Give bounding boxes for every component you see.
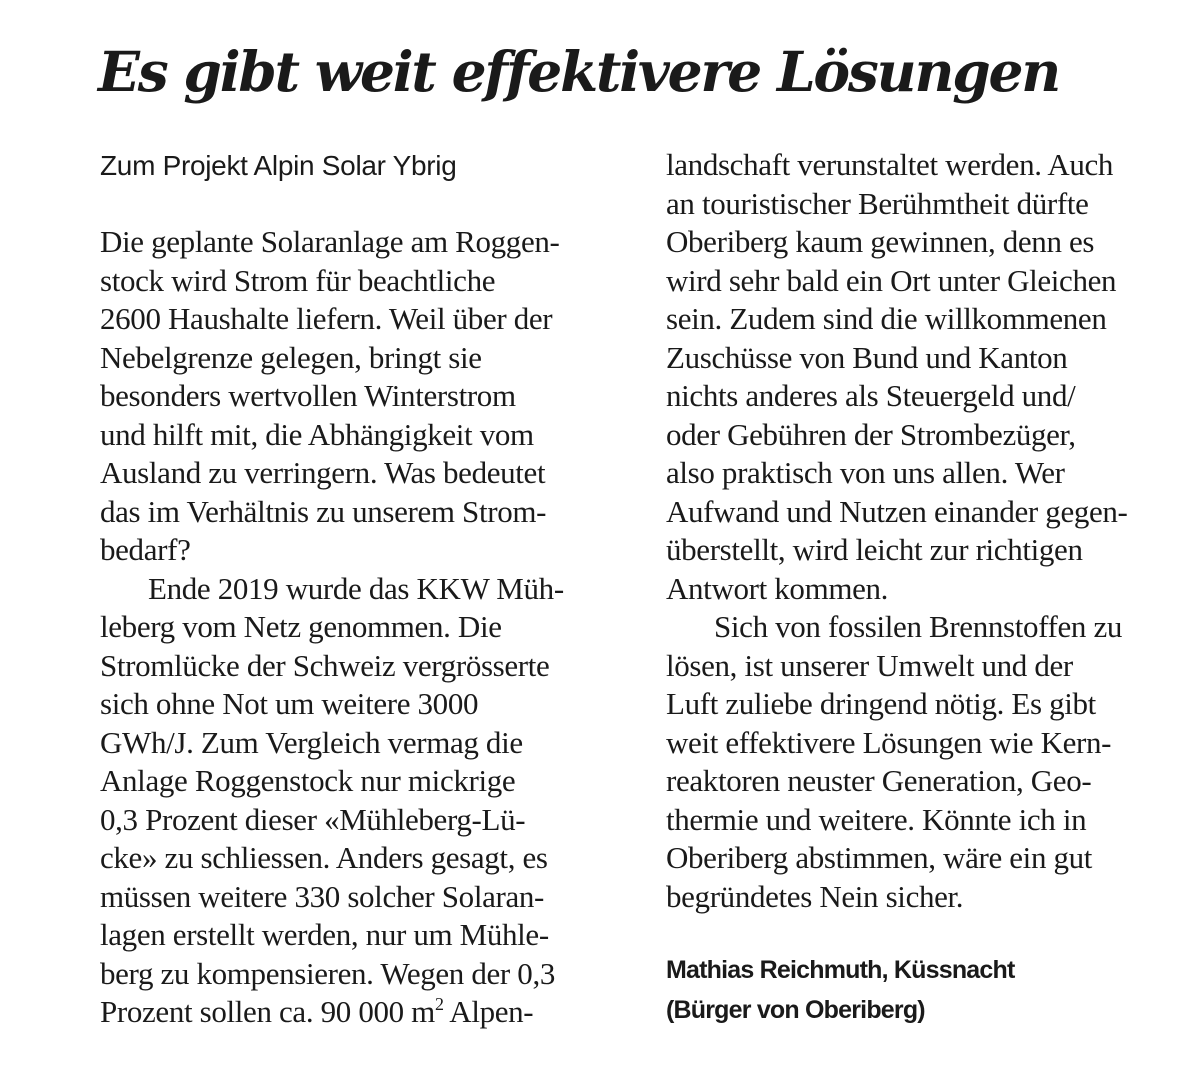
body-line: Aufwand und Nutzen einander gegen- — [666, 493, 1128, 529]
superscript: 2 — [434, 994, 444, 1014]
body-line: lösen, ist unserer Umwelt und der — [666, 647, 1073, 683]
body-line: 0,3 Prozent dieser «Mühleberg-Lü- — [100, 801, 526, 837]
body-line: Oberiberg kaum gewinnen, denn es — [666, 224, 1095, 259]
body-line: Sich von fossilen Brennstoffen zu — [714, 609, 1123, 644]
body-line: weit effektivere Lösungen wie Kern- — [666, 724, 1112, 760]
article-headline: Es gibt weit effektivere Lösungen — [98, 39, 1060, 104]
body-line: Stromlücke der Schweiz vergrösserte — [100, 647, 550, 683]
body-line: Luft zuliebe dringend nötig. Es gibt — [666, 686, 1096, 721]
body-text: Alpen- — [443, 994, 534, 1029]
article-kicker: Zum Projekt Alpin Solar Ybrig — [100, 150, 457, 181]
body-line: Oberiberg abstimmen, wäre ein gut — [666, 840, 1093, 875]
body-line: stock wird Strom für beachtliche — [100, 262, 496, 298]
body-line: Antwort kommen. — [666, 570, 889, 606]
body-line: berg zu kompensieren. Wegen der 0,3 — [100, 955, 555, 991]
body-line: thermie und weitere. Könnte ich in — [666, 801, 1087, 837]
author-name: Mathias Reichmuth, Küssnacht — [666, 956, 1015, 984]
body-line: Die geplante Solaranlage am Roggen- — [100, 224, 560, 259]
author-note: (Bürger von Oberiberg) — [666, 996, 925, 1024]
body-line: landschaft verunstaltet werden. Auch — [666, 147, 1114, 182]
body-line: also praktisch von uns allen. Wer — [666, 455, 1065, 490]
body-line: bedarf? — [100, 532, 191, 567]
body-line: leberg vom Netz genommen. Die — [100, 609, 502, 644]
body-line: lagen erstellt werden, nur um Mühle- — [100, 917, 549, 952]
body-line: und hilft mit, die Abhängigkeit vom — [100, 416, 534, 452]
body-line: cke» zu schliessen. Anders gesagt, es — [100, 840, 548, 875]
body-line: überstellt, wird leicht zur richtigen — [666, 532, 1083, 567]
body-line: oder Gebühren der Strombezüger, — [666, 416, 1076, 452]
body-line: begründetes Nein sicher. — [666, 878, 964, 914]
author-signature — [666, 950, 1015, 1030]
right-column-text — [666, 146, 1200, 916]
body-line: sich ohne Not um weitere 3000 — [100, 686, 479, 721]
left-column-text — [100, 223, 640, 1032]
body-line: besonders wertvollen Winterstrom — [100, 378, 516, 413]
body-line: Anlage Roggenstock nur mickrige — [100, 763, 516, 798]
body-line: wird sehr bald ein Ort unter Gleichen — [666, 262, 1117, 298]
body-line: an touristischer Berühmtheit dürfte — [666, 185, 1089, 221]
body-line: 2600 Haushalte liefern. Weil über der — [100, 301, 553, 336]
body-line: Nebelgrenze gelegen, bringt sie — [100, 339, 482, 375]
body-line-last — [100, 993, 640, 1032]
body-text: Prozent sollen ca. 90 000 m — [100, 994, 435, 1029]
body-line: Zuschüsse von Bund und Kanton — [666, 339, 1068, 375]
body-line: das im Verhältnis zu unserem Strom- — [100, 493, 547, 529]
body-line: GWh/J. Zum Vergleich vermag die — [100, 724, 523, 760]
body-line: Ausland zu verringern. Was bedeutet — [100, 455, 546, 490]
body-line: sein. Zudem sind die willkommenen — [666, 301, 1107, 336]
body-line: müssen weitere 330 solcher Solaran- — [100, 878, 545, 914]
body-line: reaktoren neuster Generation, Geo- — [666, 763, 1092, 798]
body-line: nichts anderes als Steuergeld und/ — [666, 378, 1076, 413]
body-line: Ende 2019 wurde das KKW Müh- — [148, 570, 564, 606]
